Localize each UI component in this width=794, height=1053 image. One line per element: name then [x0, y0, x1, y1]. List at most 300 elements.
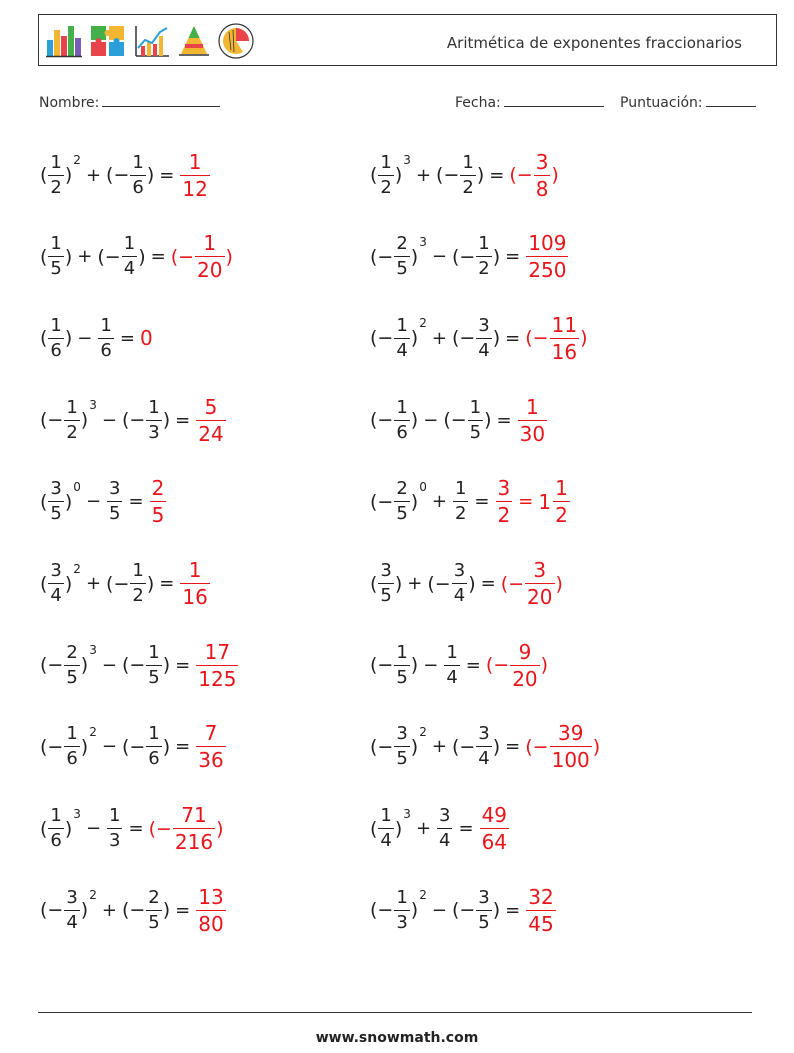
fraction — [460, 151, 475, 198]
denominator: 6 — [100, 339, 112, 361]
parenthesis: ) — [162, 409, 171, 432]
problem-2 — [370, 145, 559, 205]
parenthesis: ) — [410, 245, 419, 268]
parenthesis: (− — [370, 327, 394, 350]
parenthesis: ) — [410, 899, 419, 922]
parenthesis: (− — [500, 572, 525, 595]
fraction — [150, 476, 167, 528]
numerator: 49 — [481, 803, 508, 828]
fraction — [130, 151, 145, 198]
parenthesis: ) — [592, 735, 601, 758]
numerator: 2 — [151, 476, 165, 501]
parenthesis: (− — [427, 572, 451, 595]
fraction — [64, 641, 79, 688]
numerator: 3 — [497, 476, 511, 501]
numerator: 11 — [551, 312, 578, 337]
problem-15 — [40, 717, 227, 777]
parenthesis: ) — [162, 654, 171, 677]
fraction — [196, 394, 225, 446]
fraction — [550, 721, 592, 773]
fraction — [480, 803, 509, 855]
parenthesis: ( — [40, 245, 48, 268]
exponent: 2 — [419, 316, 427, 331]
denominator: 36 — [198, 748, 224, 773]
denominator: 216 — [174, 830, 214, 855]
parenthesis: ) — [80, 654, 89, 677]
answer — [525, 231, 569, 283]
parenthesis: (− — [370, 409, 394, 432]
numerator: 1 — [396, 641, 408, 663]
answer — [195, 394, 226, 446]
fraction — [48, 480, 63, 523]
denominator: 6 — [50, 830, 62, 852]
denominator: 12 — [182, 176, 208, 201]
number: 0 — [139, 326, 153, 351]
parenthesis: ) — [476, 164, 485, 186]
numerator: 2 — [66, 641, 78, 663]
parenthesis: ) — [468, 572, 476, 595]
numerator: 3 — [66, 886, 78, 908]
parenthesis: ) — [492, 327, 501, 350]
problem-14 — [370, 635, 548, 695]
numerator: 1 — [132, 560, 144, 581]
exponent: 0 — [419, 479, 427, 494]
parenthesis: (− — [525, 327, 549, 350]
numerator: 13 — [198, 884, 224, 909]
numerator: 109 — [528, 231, 567, 256]
exponent: 2 — [419, 724, 427, 739]
denominator: 5 — [109, 503, 121, 525]
numerator: 1 — [66, 723, 78, 745]
parenthesis: ) — [394, 164, 403, 186]
answer — [195, 721, 226, 773]
fraction — [526, 231, 568, 283]
numerator: 2 — [396, 478, 408, 500]
fraction — [173, 803, 215, 855]
denominator: 4 — [396, 339, 408, 361]
parenthesis: (− — [370, 899, 394, 922]
fraction — [518, 394, 547, 446]
equals-sign: = — [175, 899, 191, 921]
equals-sign: = — [128, 818, 144, 840]
footer-url: www.snowmath.com — [315, 1030, 479, 1046]
denominator: 80 — [198, 911, 224, 936]
fraction — [146, 886, 161, 933]
denominator: 4 — [123, 258, 136, 280]
equals-sign: = — [175, 409, 191, 431]
numerator: 1 — [396, 314, 408, 336]
exponent: 3 — [403, 806, 411, 821]
problem-13 — [40, 635, 239, 695]
fraction — [394, 480, 409, 523]
denominator: 5 — [50, 503, 62, 525]
equals-sign: = — [128, 491, 144, 513]
denominator: 5 — [478, 911, 490, 933]
parenthesis: ( — [370, 817, 378, 840]
denominator: 4 — [439, 830, 451, 852]
exponent: 3 — [419, 234, 427, 249]
parenthesis: ) — [484, 409, 492, 432]
exponent: 2 — [73, 153, 81, 167]
denominator: 2 — [462, 176, 474, 198]
exponent: 3 — [89, 398, 97, 413]
operator: + — [85, 164, 102, 186]
parenthesis: (− — [148, 817, 172, 840]
problem-19 — [40, 880, 227, 940]
operator: − — [423, 409, 439, 431]
fraction — [146, 641, 161, 688]
fraction — [378, 807, 393, 850]
denominator: 6 — [132, 176, 144, 198]
denominator: 5 — [396, 666, 408, 688]
parenthesis: (− — [40, 899, 64, 922]
numerator: 1 — [380, 805, 392, 827]
parenthesis: ) — [80, 899, 89, 922]
operator: + — [431, 736, 447, 758]
footer-divider — [38, 1012, 752, 1013]
denominator: 5 — [396, 503, 408, 525]
fraction — [196, 639, 238, 691]
fraction — [394, 396, 409, 443]
fraction — [64, 725, 79, 768]
denominator: 3 — [148, 421, 160, 443]
denominator: 2 — [478, 258, 490, 280]
fraction — [146, 396, 161, 443]
problem-16 — [370, 717, 600, 777]
fraction — [476, 314, 491, 361]
fraction — [476, 235, 491, 278]
parenthesis: (− — [451, 245, 476, 268]
denominator: 2 — [50, 176, 62, 198]
parenthesis: ) — [410, 409, 419, 432]
numerator: 2 — [396, 233, 408, 255]
answer — [195, 884, 226, 936]
fraction — [453, 480, 468, 523]
parenthesis: (− — [370, 654, 394, 677]
equals-sign: = — [496, 409, 512, 431]
numerator: 39 — [557, 721, 584, 746]
equals-sign: = — [150, 246, 166, 268]
parenthesis: (− — [370, 245, 394, 268]
date-label: Fecha: — [455, 95, 501, 111]
parenthesis: (− — [121, 654, 146, 677]
numerator: 1 — [123, 233, 136, 255]
fraction — [496, 476, 513, 528]
denominator: 6 — [50, 339, 62, 361]
fraction — [64, 886, 79, 933]
parenthesis: (− — [370, 490, 394, 513]
exponent: 3 — [73, 806, 81, 821]
denominator: 2 — [66, 421, 78, 443]
denominator: 3 — [109, 830, 121, 852]
problem-6 — [370, 308, 587, 368]
worksheet-title: Aritmética de exponentes fraccionarios — [446, 34, 742, 52]
operator: − — [85, 491, 102, 513]
denominator: 5 — [380, 585, 392, 606]
fraction — [48, 314, 63, 361]
answer — [195, 639, 239, 691]
fraction — [468, 396, 483, 443]
answer — [525, 312, 588, 364]
equals-sign: = — [175, 736, 191, 758]
operator: − — [431, 899, 447, 921]
denominator: 5 — [148, 911, 160, 933]
operator: − — [77, 327, 93, 349]
parenthesis: ) — [80, 735, 89, 758]
pie-chart-icon — [217, 22, 255, 60]
denominator: 2 — [497, 503, 511, 528]
numerator: 1 — [50, 314, 62, 336]
denominator: 2 — [132, 585, 144, 606]
fraction — [476, 725, 491, 768]
parenthesis: ) — [410, 327, 419, 350]
fraction — [48, 562, 63, 605]
answer — [140, 326, 154, 350]
problem-3 — [40, 227, 233, 287]
numerator: 3 — [109, 478, 121, 500]
denominator: 4 — [380, 830, 392, 852]
answer — [485, 639, 549, 691]
parenthesis: ) — [64, 164, 73, 186]
fraction — [122, 235, 137, 278]
numerator: 1 — [203, 231, 217, 256]
denominator: 5 — [396, 258, 408, 280]
denominator: 250 — [528, 258, 567, 283]
name-field — [39, 94, 220, 111]
fraction — [48, 151, 63, 198]
denominator: 5 — [66, 666, 78, 688]
denominator: 6 — [396, 421, 408, 443]
answer — [149, 476, 168, 528]
fraction — [437, 807, 452, 850]
answer — [179, 560, 210, 607]
fraction — [510, 639, 539, 691]
denominator: 4 — [66, 911, 78, 933]
fraction — [476, 886, 491, 933]
denominator: 4 — [478, 339, 490, 361]
numerator: 1 — [188, 558, 202, 582]
parenthesis: ( — [370, 572, 378, 595]
parenthesis: (− — [121, 899, 146, 922]
parenthesis: (− — [40, 409, 64, 432]
parenthesis: ) — [551, 164, 559, 186]
parenthesis: (− — [40, 735, 64, 758]
fraction — [195, 231, 224, 283]
parenthesis: ) — [580, 327, 588, 350]
equals-sign: = — [505, 327, 521, 349]
denominator: 30 — [519, 421, 546, 446]
denominator: 5 — [148, 666, 160, 688]
parenthesis: (− — [121, 735, 146, 758]
fraction — [107, 480, 122, 523]
problem-5 — [40, 308, 154, 368]
fraction — [48, 807, 63, 850]
parenthesis: ) — [64, 817, 73, 840]
fraction — [180, 149, 209, 201]
numerator: 1 — [525, 394, 539, 419]
problem-20 — [370, 880, 557, 940]
exponent: 2 — [419, 888, 427, 903]
denominator: 4 — [50, 585, 62, 606]
operator: − — [423, 654, 439, 676]
parenthesis: ) — [138, 245, 146, 268]
parenthesis: ) — [410, 735, 419, 758]
parenthesis: ) — [555, 572, 563, 595]
numerator: 1 — [380, 151, 392, 173]
numerator: 1 — [148, 641, 160, 663]
answer — [479, 803, 510, 855]
equals-sign: = — [119, 327, 135, 349]
numerator: 3 — [50, 478, 62, 500]
numerator: 5 — [204, 394, 218, 419]
parenthesis: ) — [162, 899, 171, 922]
operator: − — [101, 736, 117, 758]
operator: + — [415, 164, 432, 186]
operator: + — [407, 573, 423, 594]
denominator: 8 — [535, 176, 549, 201]
numerator: 1 — [109, 805, 121, 827]
parenthesis: (− — [106, 164, 130, 186]
parenthesis: ) — [394, 572, 403, 595]
parenthesis: (− — [451, 899, 476, 922]
parenthesis: (− — [106, 572, 130, 595]
numerator: 2 — [148, 886, 160, 908]
parenthesis: ( — [40, 490, 48, 513]
worksheet-header — [38, 14, 777, 66]
numerator: 1 — [396, 396, 408, 418]
equals-sign: = — [505, 246, 521, 268]
operator: + — [415, 818, 432, 840]
parenthesis: (− — [436, 164, 460, 186]
parenthesis: ) — [80, 409, 89, 432]
problem-12 — [370, 554, 563, 614]
parenthesis: ) — [64, 245, 73, 268]
problem-8 — [370, 390, 548, 450]
problem-4 — [370, 227, 569, 287]
parenthesis: ) — [540, 654, 549, 677]
answer — [501, 560, 563, 607]
fraction — [534, 149, 551, 201]
answer — [148, 803, 224, 855]
equals-sign: = — [474, 491, 490, 513]
exponent: 2 — [73, 561, 81, 576]
fraction — [452, 562, 467, 605]
numerator: 1 — [462, 151, 474, 173]
equals-sign: = — [458, 818, 474, 840]
number: 1 — [538, 489, 552, 514]
numerator: 3 — [50, 560, 62, 581]
equals-sign: = — [505, 736, 521, 758]
denominator: 5 — [50, 258, 62, 280]
parenthesis: (− — [509, 164, 533, 186]
operator: + — [431, 491, 447, 513]
numerator: 9 — [518, 639, 532, 664]
numerator: 71 — [181, 803, 207, 828]
denominator: 5 — [396, 748, 408, 770]
fraction — [64, 396, 79, 443]
numerator: 1 — [454, 478, 467, 500]
denominator: 4 — [453, 585, 466, 606]
equals-sign: = — [480, 573, 496, 594]
parenthesis: (− — [170, 245, 195, 268]
fraction — [196, 884, 225, 936]
numerator: 1 — [148, 396, 160, 418]
operator: + — [77, 246, 93, 268]
fraction — [130, 562, 145, 605]
parenthesis: ) — [162, 735, 171, 758]
fraction — [444, 641, 459, 688]
parenthesis: (− — [525, 735, 549, 758]
equals-sign: = — [159, 164, 175, 186]
parenthesis: ) — [394, 817, 403, 840]
answer — [517, 394, 548, 446]
problem-1 — [40, 145, 211, 205]
problem-11 — [40, 554, 211, 614]
denominator: 125 — [198, 666, 237, 691]
numerator: 3 — [478, 314, 490, 336]
score-blank-line — [706, 94, 756, 107]
denominator: 20 — [512, 666, 538, 691]
denominator: 24 — [198, 421, 224, 446]
exponent: 2 — [89, 724, 97, 739]
operator: − — [431, 246, 447, 268]
parenthesis: (− — [121, 409, 146, 432]
date-field — [455, 94, 604, 111]
denominator: 16 — [182, 585, 208, 609]
denominator: 16 — [551, 339, 578, 364]
numerator: 1 — [478, 233, 490, 255]
parenthesis: ) — [225, 245, 233, 268]
fraction — [550, 312, 579, 364]
denominator: 45 — [528, 911, 554, 936]
numerator: 3 — [533, 558, 547, 582]
denominator: 3 — [396, 911, 408, 933]
parenthesis: ( — [40, 327, 48, 350]
parenthesis: ( — [40, 817, 48, 840]
parenthesis: ) — [410, 490, 419, 513]
parenthesis: ( — [40, 164, 48, 186]
equals-sign: = — [505, 899, 521, 921]
problem-7 — [40, 390, 227, 450]
parenthesis: (− — [451, 327, 476, 350]
answer — [525, 721, 601, 773]
operator: + — [85, 573, 102, 594]
parenthesis: (− — [485, 654, 510, 677]
denominator: 2 — [454, 503, 467, 525]
fraction — [378, 562, 393, 605]
numerator: 7 — [204, 721, 218, 746]
answer — [179, 149, 210, 201]
parenthesis: ) — [492, 245, 501, 268]
denominator: 5 — [151, 503, 165, 528]
parenthesis: (− — [40, 654, 64, 677]
numerator: 3 — [439, 805, 451, 827]
equals-sign: = — [175, 654, 191, 676]
problem-9 — [40, 472, 167, 532]
parenthesis: ) — [216, 817, 224, 840]
fraction — [378, 151, 393, 198]
header-icons — [45, 19, 255, 63]
numerator: 1 — [50, 151, 62, 173]
numerator: 3 — [380, 560, 392, 581]
fraction — [394, 314, 409, 361]
numerator: 17 — [204, 639, 231, 664]
date-blank-line — [504, 94, 604, 107]
numerator: 1 — [188, 149, 202, 174]
answer — [170, 231, 233, 283]
answer — [525, 884, 556, 936]
parenthesis: ) — [64, 572, 73, 595]
